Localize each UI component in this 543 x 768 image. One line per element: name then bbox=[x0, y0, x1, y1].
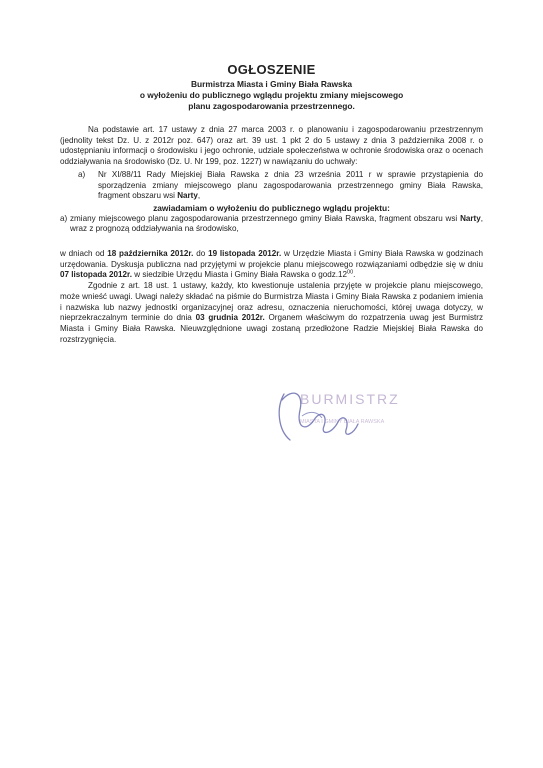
document-subtitle bbox=[60, 79, 483, 112]
list-marker: a) bbox=[60, 213, 68, 223]
village-name: Narty bbox=[460, 213, 481, 223]
time-superscript: 00 bbox=[347, 269, 354, 276]
list-marker: a) bbox=[78, 169, 86, 179]
document-title: OGŁOSZENIE bbox=[227, 62, 316, 77]
stamp-title: BURMISTRZ bbox=[300, 391, 400, 407]
start-date: 18 października 2012r. bbox=[107, 249, 194, 259]
signature-stamp bbox=[262, 380, 422, 460]
exhibition-period-paragraph: w dniach od 18 października 2012r. do 19 listopada 2012r. w Urzędzie Miasta i Gminy Biała Rawska w godzinach urzędowania. Dyskusja publiczna nad przyjętymi w projekcie planu miejscowego rozwiązaniami odbędzie się w dniu 07 listopada 2012r. w siedzibie Urzędu Miasta i Gminy Biała Rawska o $godz.12^{00}$. bbox=[60, 249, 483, 280]
subtitle-line-3: planu zagospodarowania przestrzennego. bbox=[188, 101, 355, 111]
subtitle-line-2: o wyłożeniu do publicznego wglądu projektu zmiany miejscowego bbox=[139, 90, 404, 100]
signature-graphic bbox=[262, 380, 422, 460]
project-text: zmiany miejscowego planu zagospodarowania przestrzennego gminy Biała Rawska, fragment obszaru wsi Narty, wraz z prognozą oddziaływania na środowisko, bbox=[70, 213, 484, 234]
legal-basis-paragraph: Na podstawie art. 17 ustawy z dnia 27 marca 2003 r. o planowaniu i zagospodarowaniu przestrzennym (jednolity tekst Dz. U. z 2012r poz. 647) oraz art. 39 ust. 1 pkt 2 do 5 ustawy z dnia 3 października 2008 r. o udostępnianiu informacji o środowisku i jego ochronie, udziale społeczeństwa w ochronie środowiska oraz o ocenach oddziaływania na środowisko (Dz. U. Nr 199, poz. 1227) w nawiązaniu do uchwały: bbox=[60, 125, 483, 167]
announcement-heading: zawiadamiam o wyłożeniu do publicznego wglądu projektu: bbox=[153, 202, 390, 213]
village-name: Narty bbox=[177, 191, 198, 201]
stamp-subtitle: MIASTA I GMINY BIAŁA RAWSKA bbox=[300, 419, 385, 425]
deadline-date: 03 grudnia 2012r. bbox=[195, 313, 265, 323]
comments-paragraph: Zgodnie z art. 18 ust. 1 ustawy, każdy, kto kwestionuje ustalenia przyjęte w projekcie planu miejscowego, może wnieść uwagi. Uwagi należy składać na piśmie do Burmistrza Miasta i Gminy Biała Rawska z podaniem imienia i nazwiska lub nazwy jednostki organizacyjnej oraz adresu, oznaczenia nieruchomości, której uwaga dotyczy, w nieprzekraczalnym terminie do dnia 03 grudnia 2012r. Organem właściwym do rozpatrzenia uwag jest Burmistrz Miasta i Gminy Biała Rawska. Nieuwzględnione uwagi zostaną przedłożone Radzie Miejskiej Biała Rawska do rozstrzygnięcia. bbox=[60, 281, 484, 344]
end-date: 19 listopada 2012r. bbox=[208, 249, 282, 259]
resolution-text: Nr XI/88/11 Rady Miejskiej Biała Rawska z dnia 23 września 2011 r w sprawie przystąpienia do sporządzenia zmiany miejscowego planu zagospodarowania przestrzennego gminy Biała Rawska, fragment obszaru wsi Narty, bbox=[98, 169, 483, 201]
subtitle-line-1: Burmistrza Miasta i Gminy Biała Rawska bbox=[190, 79, 353, 89]
discussion-date: 07 listopada 2012r. bbox=[60, 270, 132, 280]
project-list-item bbox=[60, 214, 483, 235]
resolution-list-item bbox=[78, 170, 483, 202]
